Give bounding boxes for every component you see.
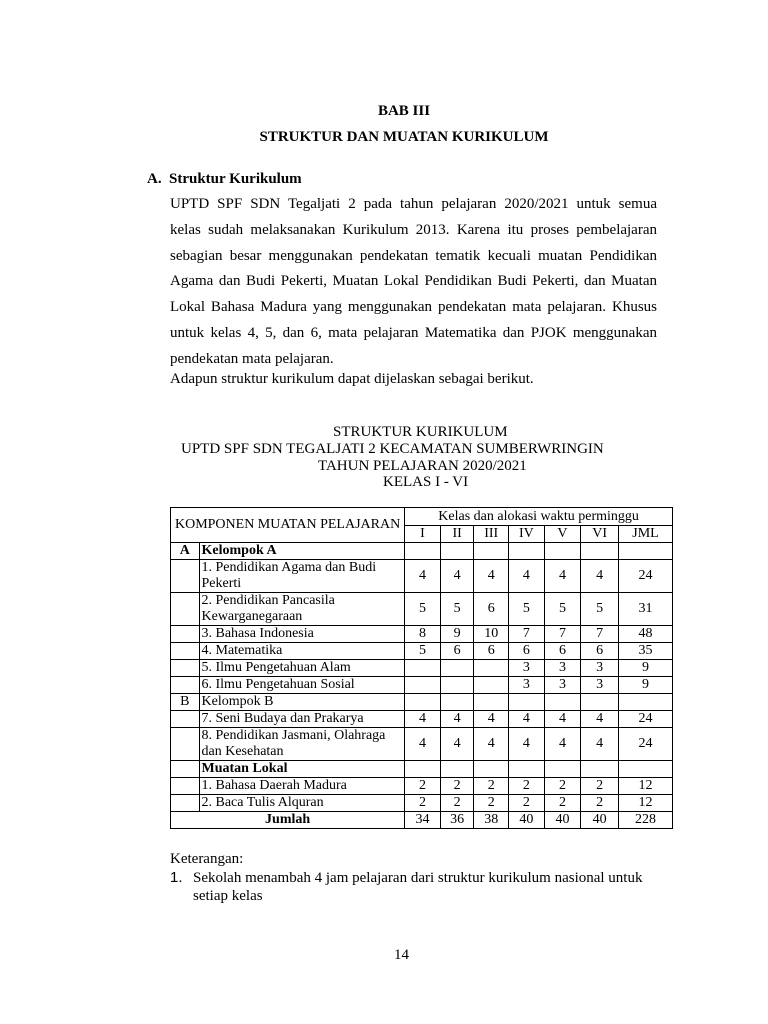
hours-cell: 2 (440, 795, 474, 812)
col-header: JML (618, 526, 672, 543)
hours-cell: 24 (618, 728, 672, 761)
hours-cell: 4 (509, 560, 545, 593)
total-cell: 36 (440, 812, 474, 829)
keterangan-label: Keterangan: (170, 851, 244, 867)
hours-cell: 2 (405, 778, 441, 795)
hours-cell: 2 (509, 778, 545, 795)
hours-cell: 2 (544, 795, 581, 812)
hours-cell: 2 (405, 795, 441, 812)
table-caption-line: STRUKTUR KURIKULUM (333, 424, 508, 440)
paragraph-line: Agama dan Budi Pekerti, Muatan Lokal Pendidikan Budi Pekerti, dan Muatan (170, 273, 657, 290)
hours-cell: 5 (581, 593, 619, 626)
body-paragraph (170, 192, 657, 373)
table-caption-line: KELAS I - VI (383, 474, 469, 490)
table-row (171, 593, 673, 626)
total-cell: 40 (581, 812, 619, 829)
hours-cell (405, 677, 441, 694)
total-cell: 40 (544, 812, 581, 829)
header-kelas: Kelas dan alokasi waktu perminggu (405, 508, 673, 526)
hours-cell: 6 (509, 643, 545, 660)
row-code-cell (171, 643, 200, 660)
hours-cell: 5 (509, 593, 545, 626)
hours-cell: 5 (544, 593, 581, 626)
hours-cell: 3 (544, 677, 581, 694)
paragraph-line: Lokal Bahasa Madura yang menggunakan pendekatan mata pelajaran. Khusus (170, 299, 657, 316)
hours-cell: 5 (405, 643, 441, 660)
hours-cell: 6 (474, 643, 509, 660)
group-code: B (171, 694, 200, 711)
hours-cell (474, 677, 509, 694)
col-header: V (544, 526, 581, 543)
subject-name: 4. Matematika (199, 643, 405, 660)
hours-cell: 2 (474, 778, 509, 795)
hours-cell: 35 (618, 643, 672, 660)
hours-cell: 8 (405, 626, 441, 643)
subject-name: 1. Pendidikan Agama dan Budi Pekerti (199, 560, 405, 593)
subject-name: 6. Ilmu Pengetahuan Sosial (199, 677, 405, 694)
hours-cell: 4 (581, 560, 619, 593)
hours-cell: 2 (581, 778, 619, 795)
hours-cell: 6 (544, 643, 581, 660)
col-header: VI (581, 526, 619, 543)
hours-cell: 3 (544, 660, 581, 677)
paragraph-line: sebagian besar menggunakan pendekatan tematik kecuali muatan Pendidikan (170, 247, 657, 264)
hours-cell: 4 (544, 560, 581, 593)
note-number: 1. (170, 869, 183, 886)
hours-cell: 4 (509, 728, 545, 761)
group-label: Kelompok A (199, 543, 405, 560)
hours-cell: 2 (581, 795, 619, 812)
hours-cell: 3 (509, 677, 545, 694)
hours-cell: 5 (405, 593, 441, 626)
table-caption-line: UPTD SPF SDN TEGALJATI 2 KECAMATAN SUMBERWRINGIN (181, 441, 604, 457)
col-header: IV (509, 526, 545, 543)
total-cell: 228 (618, 812, 672, 829)
hours-cell: 2 (509, 795, 545, 812)
paragraph-line: pendekatan mata pelajaran. (170, 350, 334, 367)
group-label: Kelompok B (199, 694, 405, 711)
table-row (171, 626, 673, 643)
note-text: Sekolah menambah 4 jam pelajaran dari struktur kurikulum nasional untuk setiap kelas (193, 870, 643, 904)
subject-name: 3. Bahasa Indonesia (199, 626, 405, 643)
table-row (171, 643, 673, 660)
section-heading (147, 171, 302, 188)
section-title: Struktur Kurikulum (169, 171, 302, 187)
table-caption-line: TAHUN PELAJARAN 2020/2021 (318, 458, 527, 474)
paragraph-line: kelas sudah melaksanakan Kurikulum 2013. Karena itu proses pembelajaran (170, 221, 657, 238)
hours-cell: 4 (581, 711, 619, 728)
table-row (171, 711, 673, 728)
row-code-cell (171, 778, 200, 795)
group-code: A (171, 543, 200, 560)
hours-cell: 4 (440, 711, 474, 728)
row-code-cell (171, 728, 200, 761)
hours-cell: 3 (509, 660, 545, 677)
hours-cell: 5 (440, 593, 474, 626)
row-code-cell (171, 677, 200, 694)
hours-cell: 6 (440, 643, 474, 660)
hours-cell: 9 (618, 677, 672, 694)
header-komponen: KOMPONEN MUATAN PELAJARAN (171, 508, 405, 543)
hours-cell: 2 (440, 778, 474, 795)
total-cell: 40 (509, 812, 545, 829)
hours-cell: 4 (405, 728, 441, 761)
paragraph-line: UPTD SPF SDN Tegaljati 2 pada tahun pelajaran 2020/2021 untuk semua (170, 196, 657, 212)
total-label: Jumlah (171, 812, 405, 829)
hours-cell: 4 (581, 728, 619, 761)
subject-name: 2. Baca Tulis Alquran (199, 795, 405, 812)
table-row (171, 660, 673, 677)
row-code-cell (171, 795, 200, 812)
hours-cell: 6 (581, 643, 619, 660)
paragraph-line: untuk kelas 4, 5, dan 6, mata pelajaran Matematika dan PJOK menggunakan (170, 324, 657, 341)
subject-name: 1. Bahasa Daerah Madura (199, 778, 405, 795)
hours-cell: 4 (474, 711, 509, 728)
total-cell: 38 (474, 812, 509, 829)
hours-cell: 7 (544, 626, 581, 643)
chapter-title: STRUKTUR DAN MUATAN KURIKULUM (259, 129, 549, 145)
hours-cell: 2 (544, 778, 581, 795)
hours-cell (405, 660, 441, 677)
table-row (171, 560, 673, 593)
row-code-cell (171, 711, 200, 728)
hours-cell: 4 (544, 711, 581, 728)
hours-cell (474, 660, 509, 677)
subject-name: 7. Seni Budaya dan Prakarya (199, 711, 405, 728)
hours-cell: 4 (405, 711, 441, 728)
row-code-cell (171, 626, 200, 643)
table-row (171, 728, 673, 761)
section-letter: A. (147, 171, 162, 187)
hours-cell: 4 (474, 560, 509, 593)
hours-cell (440, 660, 474, 677)
hours-cell: 4 (544, 728, 581, 761)
table-row (171, 677, 673, 694)
hours-cell: 24 (618, 560, 672, 593)
muatan-lokal-label: Muatan Lokal (199, 761, 405, 778)
hours-cell: 9 (618, 660, 672, 677)
hours-cell: 10 (474, 626, 509, 643)
hours-cell: 4 (405, 560, 441, 593)
hours-cell: 7 (581, 626, 619, 643)
hours-cell: 2 (474, 795, 509, 812)
row-code-cell (171, 560, 200, 593)
col-header: I (405, 526, 441, 543)
hours-cell: 4 (440, 728, 474, 761)
hours-cell: 48 (618, 626, 672, 643)
hours-cell (440, 677, 474, 694)
hours-cell: 4 (440, 560, 474, 593)
hours-cell: 24 (618, 711, 672, 728)
curriculum-table (170, 507, 673, 829)
hours-cell: 12 (618, 778, 672, 795)
chapter-label: BAB III (377, 103, 431, 119)
hours-cell: 4 (509, 711, 545, 728)
hours-cell: 9 (440, 626, 474, 643)
table-row (171, 795, 673, 812)
col-header: II (440, 526, 474, 543)
hours-cell: 3 (581, 677, 619, 694)
row-code-cell (171, 593, 200, 626)
page-number: 14 (394, 947, 409, 963)
hours-cell: 12 (618, 795, 672, 812)
subject-name: 5. Ilmu Pengetahuan Alam (199, 660, 405, 677)
subject-name: 2. Pendidikan Pancasila Kewarganegaraan (199, 593, 405, 626)
hours-cell: 6 (474, 593, 509, 626)
hours-cell: 4 (474, 728, 509, 761)
hours-cell: 3 (581, 660, 619, 677)
row-code-cell (171, 660, 200, 677)
intro-sentence: Adapun struktur kurikulum dapat dijelaskan sebagai berikut. (170, 371, 534, 387)
subject-name: 8. Pendidikan Jasmani, Olahraga dan Kesehatan (199, 728, 405, 761)
hours-cell: 7 (509, 626, 545, 643)
col-header: III (474, 526, 509, 543)
hours-cell: 31 (618, 593, 672, 626)
total-cell: 34 (405, 812, 441, 829)
table-row (171, 778, 673, 795)
